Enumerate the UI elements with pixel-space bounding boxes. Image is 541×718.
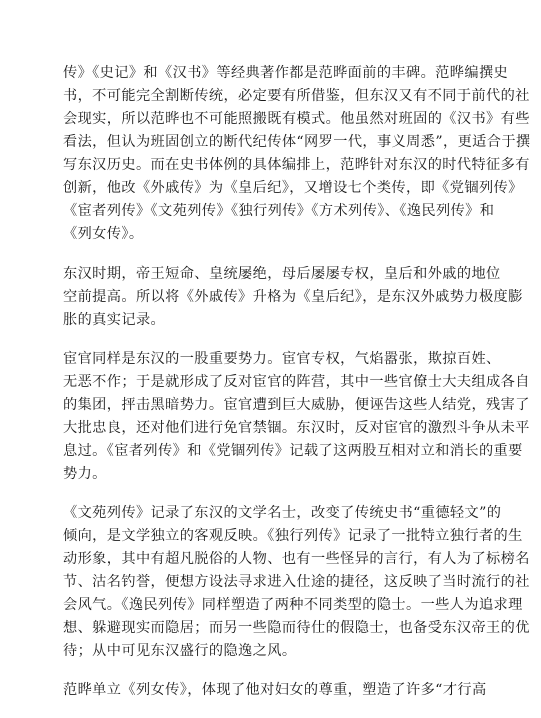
text-line: 范晔单立《列女传》，体现了他对妇女的尊重，塑造了许多“才行高 <box>63 682 487 698</box>
text-line: 《宦者列传》《文苑列传》《独行列传》《方术列传》、《逸民列传》和 <box>63 203 495 219</box>
text-line: 势力。 <box>63 466 107 482</box>
text-line: 《列女传》。 <box>63 226 144 242</box>
text-line: 胀的真实记录。 <box>63 312 166 328</box>
text-line: 倾向，是文学独立的客观反映。《独行列传》记录了一批特立独行者的生 <box>63 528 523 544</box>
paragraph-4 <box>63 502 530 663</box>
document-body <box>63 62 531 718</box>
text-line: 书，不可能完全割断传统，必定要有所借鉴，但东汉又有不同于前代的社 <box>63 88 530 104</box>
text-line: 东汉时期，帝王短命、皇统屡绝，母后屡屡专权，皇后和外戚的地位 <box>63 266 501 282</box>
text-line: 的集团，抨击黑暗势力。宦官遭到巨大威胁，便诬告这些人结党，残害了 <box>63 397 530 413</box>
text-line: 会现实，所以范晔也不可能照搬既有模式。他虽然对班固的《汉书》有些 <box>63 111 530 127</box>
text-line: 无恶不作；于是就形成了反对宦官的阵营，其中一些官僚士大夫组成各自 <box>63 374 530 390</box>
text-line: 宦官同样是东汉的一股重要势力。宦官专权，气焰嚣张，欺掠百姓、 <box>63 351 501 367</box>
text-line: 创新，他改《外戚传》为《皇后纪》，又增设七个类传，即《党锢列传》 <box>63 180 523 196</box>
text-line: 会风气。《逸民列传》同样塑造了两种不同类型的隐士。一些人为追求理 <box>63 597 523 613</box>
text-line: 息过。《宦者列传》和《党锢列传》记载了这两股互相对立和消长的重要 <box>63 443 523 459</box>
paragraph-1 <box>63 62 531 246</box>
paragraph-5 <box>63 679 487 702</box>
text-line: 动形象，其中有超凡脱俗的人物、也有一些怪异的言行，有人为了标榜名 <box>63 551 530 567</box>
text-line: 想、躲避现实而隐居；而另一些隐而待仕的假隐士，也备受东汉帝王的优 <box>63 620 530 636</box>
text-line: 待；从中可见东汉盛行的隐逸之风。 <box>63 643 297 659</box>
text-line: 节、沽名钓誉，便想方设法寻求进入仕途的捷径，这反映了当时流行的社 <box>63 574 530 590</box>
paragraph-2 <box>63 263 523 332</box>
text-line: 《文苑列传》记录了东汉的文学名士，改变了传统史书“重德轻文”的 <box>63 505 502 521</box>
text-line: 空前提高。所以将《外戚传》升格为《皇后纪》，是东汉外戚势力极度膨 <box>63 289 523 305</box>
paragraph-3 <box>63 348 530 486</box>
text-line: 传》《史记》和《汉书》等经典著作都是范晔面前的丰碑。范晔编撰史 <box>63 65 509 81</box>
text-line: 看法，但认为班固创立的断代纪传体“网罗一代，事义周悉”，更适合于撰 <box>63 134 531 150</box>
text-line: 写东汉历史。而在史书体例的具体编排上，范晔针对东汉的时代特征多有 <box>63 157 530 173</box>
text-line: 大批忠良，还对他们进行免官禁锢。东汉时，反对宦官的激烈斗争从未平 <box>63 420 530 436</box>
